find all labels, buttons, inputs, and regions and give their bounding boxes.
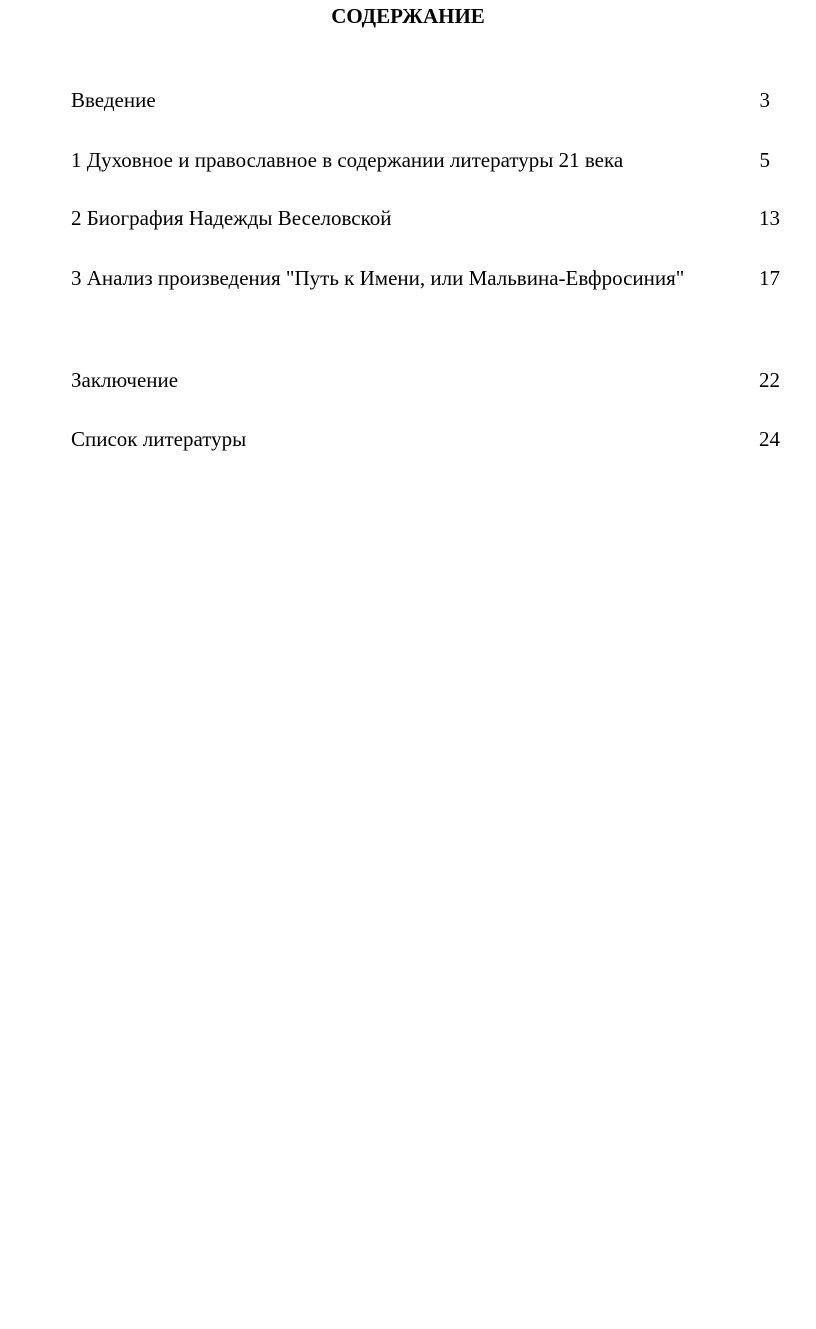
toc-entry-page-number: 17	[759, 266, 780, 290]
toc-entry-page-number: 24	[759, 427, 780, 451]
toc-entry-page-number: 13	[759, 206, 780, 230]
toc-entry-label: 2 Биография Надежды Веселовской	[71, 206, 392, 230]
toc-entry-label: Заключение	[71, 368, 179, 392]
toc-entry-page-number: 22	[759, 368, 780, 392]
toc-entry-label: Введение	[71, 88, 156, 112]
toc-entry-label: Список литературы	[71, 427, 247, 451]
toc-entry-label: 3 Анализ произведения "Путь к Имени, или Мальвина-Евфросиния"	[71, 266, 685, 290]
toc-entry-page-number: 3	[759, 88, 770, 112]
toc-entry-label: 1 Духовное и православное в содержании литературы 21 века	[71, 148, 624, 172]
toc-entry-page-number: 5	[759, 148, 770, 172]
toc-title: СОДЕРЖАНИЕ	[331, 4, 485, 28]
